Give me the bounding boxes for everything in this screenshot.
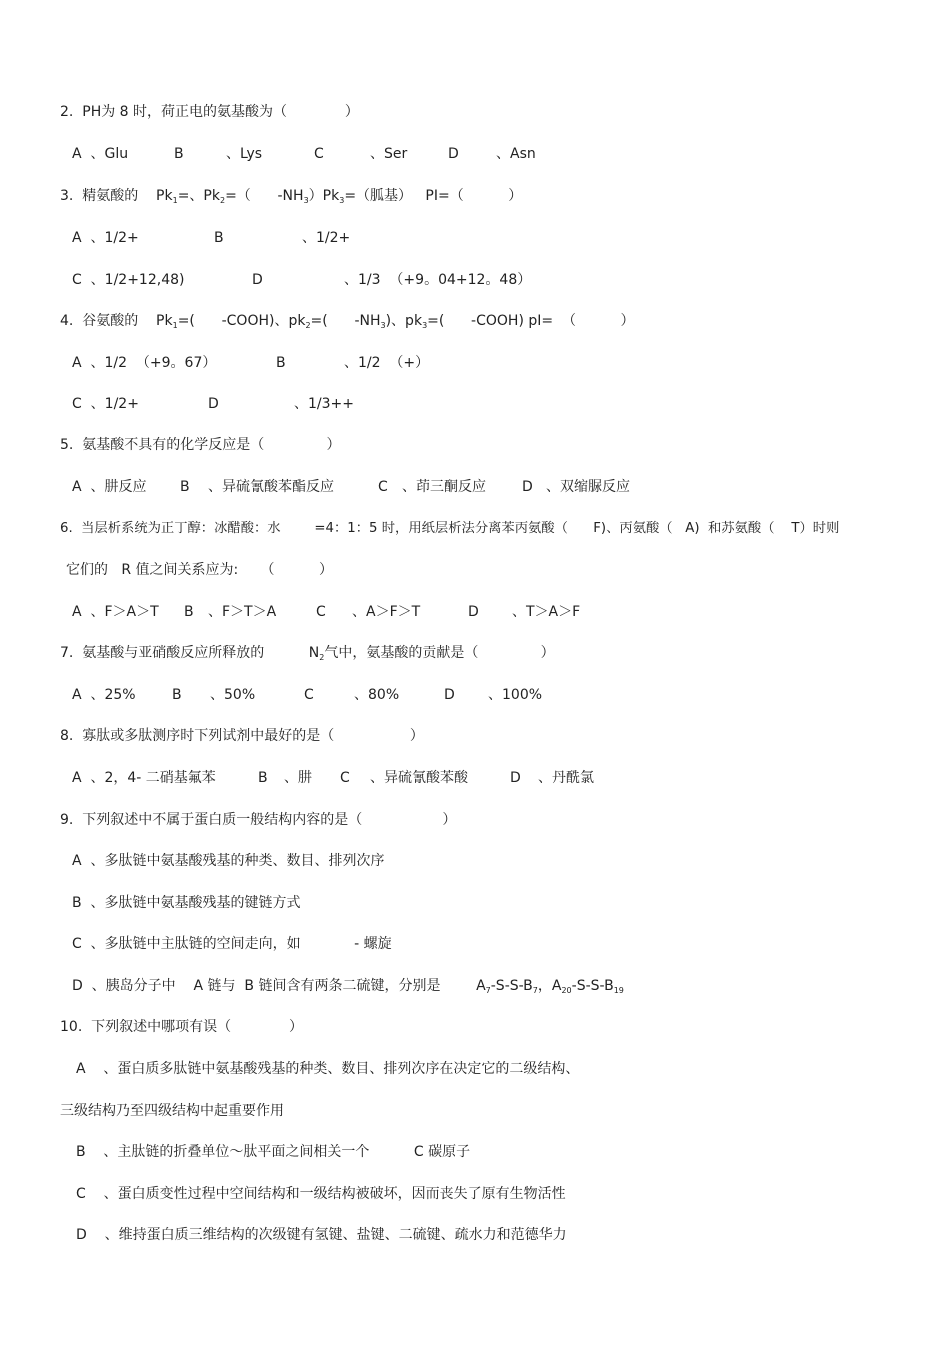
- question-10-option-b: B 、主肽链的折叠单位～肽平面之间相关一个 C 碳原子: [76, 1144, 471, 1160]
- question-3-options-cd: [72, 271, 672, 289]
- option-b: 、肼: [284, 770, 312, 786]
- option-c: C 、1/2+12,48): [72, 272, 185, 288]
- question-4-options-ab: [72, 354, 672, 372]
- option-c: 、异硫氰酸苯酸: [370, 770, 468, 786]
- option-a: A 、2，4- 二硝基氟苯: [72, 770, 216, 786]
- option-b-letter: B: [180, 479, 190, 495]
- option-c-letter: C: [304, 687, 314, 703]
- option-d: 、双缩脲反应: [546, 479, 630, 495]
- option-c: C 、1/2+: [72, 396, 139, 412]
- option-a: A 、1/2 （+9。67）: [72, 355, 217, 371]
- option-a: A 、Glu: [72, 146, 129, 162]
- question-9-stem: 9. 下列叙述中不属于蛋白质一般结构内容的是（ ）: [60, 812, 457, 828]
- option-d-letter: D: [522, 479, 533, 495]
- question-9-option-c: C 、多肽链中主肽链的空间走向，如 - 螺旋: [72, 936, 392, 952]
- question-10-option-a-line1: A 、蛋白质多肽链中氨基酸残基的种类、数目、排列次序在决定它的二级结构、: [76, 1061, 580, 1077]
- question-7-stem: 7. 氨基酸与亚硝酸反应所释放的 $N_2$气中，氨基酸的贡献是（ ）: [60, 645, 555, 662]
- question-2-stem: 2. PH为 8 时，荷正电的氨基酸为（ ）: [60, 104, 359, 120]
- question-10-option-c: C 、蛋白质变性过程中空间结构和一级结构被破坏，因而丧失了原有生物活性: [76, 1186, 566, 1202]
- question-10-stem: 10. 下列叙述中哪项有误（ ）: [60, 1019, 304, 1035]
- option-b-letter: B: [276, 355, 286, 371]
- option-c-letter: C: [378, 479, 388, 495]
- option-d: 、1/3++: [294, 396, 354, 412]
- option-d: 、100%: [488, 687, 543, 703]
- question-7-options: [72, 686, 672, 704]
- option-d-letter: D: [444, 687, 455, 703]
- question-8-stem: 8. 寡肽或多肽测序时下列试剂中最好的是（ ）: [60, 728, 424, 744]
- option-b-letter: B: [258, 770, 268, 786]
- option-b-letter: B: [184, 604, 194, 620]
- question-9-option-a: A 、多肽链中氨基酸残基的种类、数目、排列次序: [72, 853, 385, 869]
- option-d: 、1/3 （+9。04+12。48）: [344, 272, 532, 288]
- option-b: 、Lys: [226, 146, 263, 162]
- option-c: 、Ser: [370, 146, 408, 162]
- option-b: 、F＞T＞A: [208, 604, 277, 620]
- option-d-letter: D: [208, 396, 219, 412]
- option-d-letter: D: [510, 770, 521, 786]
- option-c: 、茚三酮反应: [402, 479, 486, 495]
- option-a: A 、肼反应: [72, 479, 147, 495]
- option-c-letter: C: [314, 146, 324, 162]
- option-c-letter: C: [316, 604, 326, 620]
- option-a: A 、F＞A＞T: [72, 604, 159, 620]
- question-8-options: [72, 769, 672, 787]
- question-5-options: [72, 478, 672, 496]
- question-6-stem-line1: 6. 当层析系统为正丁醇：冰醋酸：水 =4：1：5 时，用纸层析法分离苯丙氨酸（ F)、丙氨酸（ A) 和苏氨酸（ T）时则: [60, 521, 840, 536]
- option-d-letter: D: [468, 604, 479, 620]
- question-3-stem: 3. 精氨酸的 $Pk_1=$、$Pk_2=$（ $-NH_3)Pk_3=$（胍基） PI=（ ）: [60, 188, 523, 205]
- question-5-stem: 5. 氨基酸不具有的化学反应是（ ）: [60, 437, 341, 453]
- question-4-stem: 4. 谷氨酸的 $Pk_1=$( -COOH)、$pk_2=$( $-NH_3$)、$pk_3=$( -COOH) pI= （ ）: [60, 313, 635, 330]
- question-6-stem-line2: 它们的 R 值之间关系应为: （ ）: [66, 562, 333, 578]
- option-d: 、丹酰氯: [538, 770, 594, 786]
- question-10-option-a-line2: 三级结构乃至四级结构中起重要作用: [60, 1103, 284, 1119]
- option-b-letter: B: [214, 230, 224, 246]
- option-a: A 、1/2+: [72, 230, 139, 246]
- option-b: 、1/2+: [302, 230, 351, 246]
- question-4-options-cd: [72, 395, 672, 413]
- option-b-letter: B: [172, 687, 182, 703]
- option-b-letter: B: [174, 146, 184, 162]
- option-b: 、50%: [210, 687, 256, 703]
- option-c: 、80%: [354, 687, 400, 703]
- option-c: 、A＞F＞T: [352, 604, 421, 620]
- question-9-option-b: B 、多肽链中氨基酸残基的键链方式: [72, 895, 301, 911]
- question-10-option-d: D 、维持蛋白质三维结构的次级键有氢键、盐键、二硫键、疏水力和范德华力: [76, 1227, 567, 1243]
- option-d-letter: D: [252, 272, 263, 288]
- option-b: 、异硫氰酸苯酯反应: [208, 479, 334, 495]
- option-d: 、Asn: [496, 146, 536, 162]
- option-d-letter: D: [448, 146, 459, 162]
- option-c-letter: C: [340, 770, 350, 786]
- option-a: A 、25%: [72, 687, 136, 703]
- question-6-options: [72, 603, 672, 621]
- question-3-options-ab: [72, 229, 672, 247]
- option-d: 、T＞A＞F: [512, 604, 581, 620]
- question-2-options: [72, 145, 672, 163]
- option-b: 、1/2 （+）: [344, 355, 430, 371]
- question-9-option-d: D 、胰岛分子中 A 链与 B 链间含有两条二硫键，分别是 $A_7-S-S-B_7$，$A_{20}-S-S-B_{19}$: [72, 978, 624, 995]
